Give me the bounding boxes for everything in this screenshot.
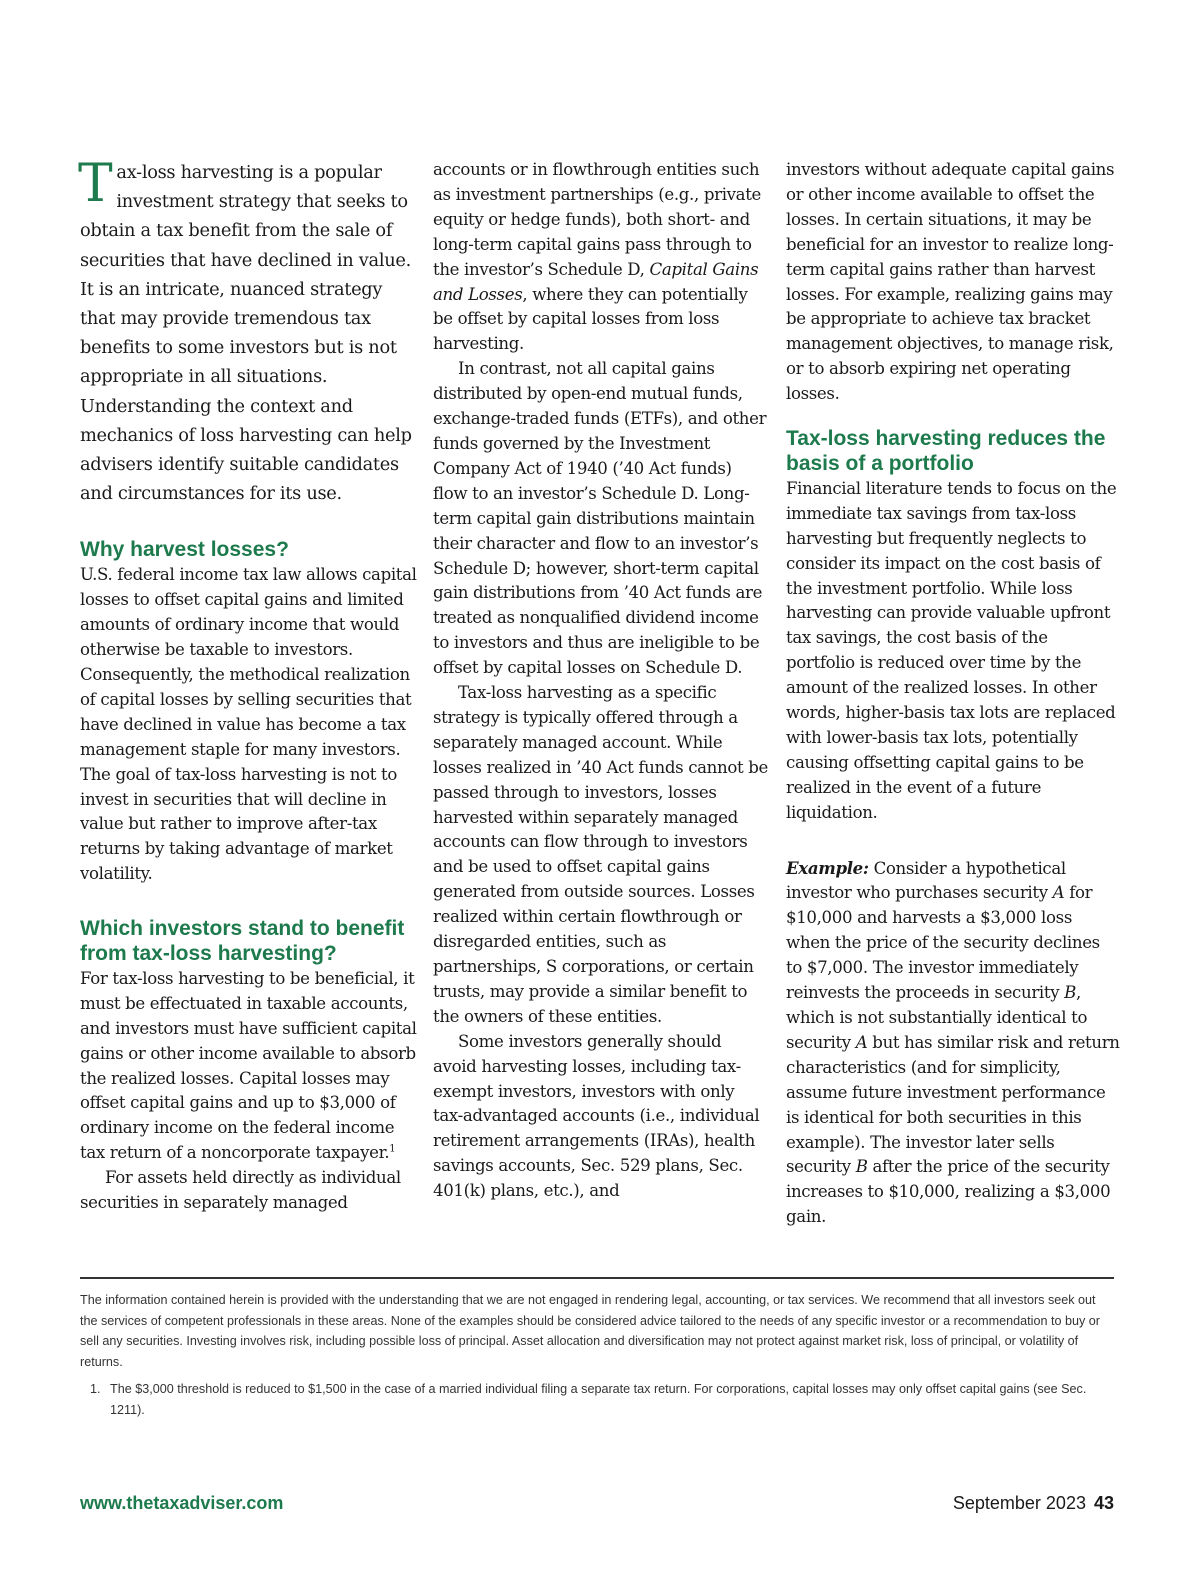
footer-divider	[80, 1277, 1114, 1279]
footer-issue	[953, 1493, 1114, 1514]
which-paragraph-1-text: For tax-loss harvesting to be beneficial, it must be effectuated in taxable accounts, and investors must have sufficient capital gains or other income available to absorb the realized losses. Capital losses may offset capital gains and up to $3,000 of ordinary income on the federal income tax return of a noncorporate taxpayer.	[80, 968, 417, 1163]
example-label: Example:	[786, 857, 869, 878]
heading-which-investors: Which investors stand to benefit from tax-loss harvesting?	[80, 917, 405, 966]
example-paragraph	[786, 856, 1120, 1231]
intro-text: ax-loss harvesting is a popular investment strategy that seeks to obtain a tax benefit from the sale of securities that have declined in value. It is an intricate, nuanced strategy that may provide tremendous tax benefits to some investors but is not appropriate in all situations. Understanding the context and mechanics of loss harvesting can help advisers identify suitable candidates and circumstances for its use.	[80, 162, 412, 505]
col2-p1-text-a: accounts or in flowthrough entities such as investment partnerships (e.g., private equity or hedge funds), both short- and long-term capital gains pass through to the investor’s Schedule D,	[433, 160, 762, 279]
footnote-ref-1: 1	[389, 1143, 396, 1155]
col3-paragraph-1: investors without adequate capital gains or other income available to offset the losses. In certain situations, it may be beneficial for an investor to realize long-term capital gains rather than harvest losses. For example, realizing gains may be appropriate to achieve tax bracket management objectives, to manage risk, or to absorb expiring net operating losses.	[786, 160, 1115, 404]
security-a: A	[1052, 883, 1065, 903]
footer-website-link[interactable]: www.thetaxadviser.com	[80, 1493, 284, 1513]
col2-paragraph-4: Some investors generally should avoid harvesting losses, including tax-exempt investors, investors with only tax-advantaged accounts (i.e., individual retirement arrangements (IRAs), health savings accounts, Sec. 529 plans, Sec. 401(k) plans, etc.), and	[433, 1031, 760, 1201]
security-a: A	[855, 1032, 868, 1052]
article-column-1	[78, 154, 420, 1216]
which-paragraph-1	[80, 967, 420, 1166]
col2-paragraph-1	[433, 158, 768, 357]
issue-date: September 2023	[952, 1493, 1086, 1513]
basis-paragraph: Financial literature tends to focus on the immediate tax savings from tax-loss harvesting but frequently neglects to consider its impact on the cost basis of the investment portfolio. While loss harvesting can provide valuable upfront tax savings, the cost basis of the portfolio is reduced over time by the amount of the realized losses. In other words, higher-basis tax lots are replaced with lower-basis tax lots, potentially causing offsetting capital gains to be realized in the event of a future liquidation.	[786, 478, 1117, 822]
col2-paragraph-3: Tax-loss harvesting as a specific strategy is typically offered through a separately managed account. While losses realized in ’40 Act funds cannot be passed through to investors, losses harvested within separately managed accounts can flow through to investors and be used to offset capital gains generated from outside sources. Losses realized within certain flowthrough or disregarded entities, such as partnerships, S corporations, or certain trusts, may provide a similar benefit to the owners of these entities.	[433, 683, 768, 1026]
which-paragraph-2: For assets held directly as individual securities in separately managed	[80, 1168, 401, 1213]
footnote-number: 1.	[90, 1382, 101, 1396]
footnote-text: The $3,000 threshold is reduced to $1,500 in the case of a married individual filing a separate tax return. For corporations, capital losses may only offset capital gains (see Sec. 1211).	[110, 1382, 1087, 1417]
disclaimer: The information contained herein is provided with the understanding that we are not engaged in rendering legal, accounting, or tax services. We recommend that all investors seek out the services of competent professionals in these areas. None of the examples should be considered advice tailored to the needs of any specific investor or a recommendation to buy or sell any securities. Investing involves risk, including possible loss of principal. Asset allocation and diversification may not protect against market risk, loss of principal, or volatility of returns.	[80, 1293, 1100, 1370]
heading-why-harvest: Why harvest losses?	[80, 538, 289, 562]
col2-p1-text-b: , where they can potentially be offset by capital losses from loss harvesting.	[433, 284, 748, 354]
schedule-d-title: Capital Gains and Losses	[433, 259, 759, 304]
article-column-2	[433, 158, 768, 1204]
drop-cap: T	[78, 154, 113, 214]
example-text-2: for $10,000 and harvests a $3,000 loss when the price of the security declines to $7,000. The investor immediately reinvests the proceeds in security	[786, 883, 1100, 1003]
security-b: B	[855, 1157, 868, 1177]
example-text-4: but has similar risk and return characteristics (and for simplicity, assume future investment performance is identical for both securities in this example). The investor later sells security	[786, 1032, 1120, 1177]
why-paragraph: U.S. federal income tax law allows capital losses to offset capital gains and limited amounts of ordinary income that would otherwise be taxable to investors. Consequently, the methodical realization of capital losses by selling securities that have declined in value has become a tax management staple for many investors. The goal of tax-loss harvesting is not to invest in securities that will decline in value but rather to improve after-tax returns by taking advantage of market volatility.	[80, 565, 417, 884]
footnote-1	[80, 1379, 1114, 1420]
article-column-3	[786, 158, 1120, 1230]
heading-reduces-basis: Tax-loss harvesting reduces the basis of a portfolio	[786, 427, 1106, 475]
page-number: 43	[1093, 1493, 1114, 1513]
example-text-1: Consider a hypothetical investor who purchases security	[786, 858, 1066, 903]
example-text-5: after the price of the security increases to $10,000, realizing a $3,000 gain.	[786, 1157, 1111, 1227]
col2-paragraph-2: In contrast, not all capital gains distributed by open-end mutual funds, exchange-traded funds (ETFs), and other funds governed by the Investment Company Act of 1940 (’40 Act funds) flow to an investor’s Schedule D. Long-term capital gain distributions maintain their character and flow to an investor’s Schedule D; however, short-term capital gain distributions from ’40 Act funds are treated as nonqualified dividend income to investors and thus are ineligible to be offset by capital losses on Schedule D.	[433, 359, 767, 678]
security-b: B	[1064, 983, 1077, 1003]
intro-paragraph	[78, 154, 420, 508]
example-text-3: , which is not substantially identical to security	[786, 983, 1088, 1052]
